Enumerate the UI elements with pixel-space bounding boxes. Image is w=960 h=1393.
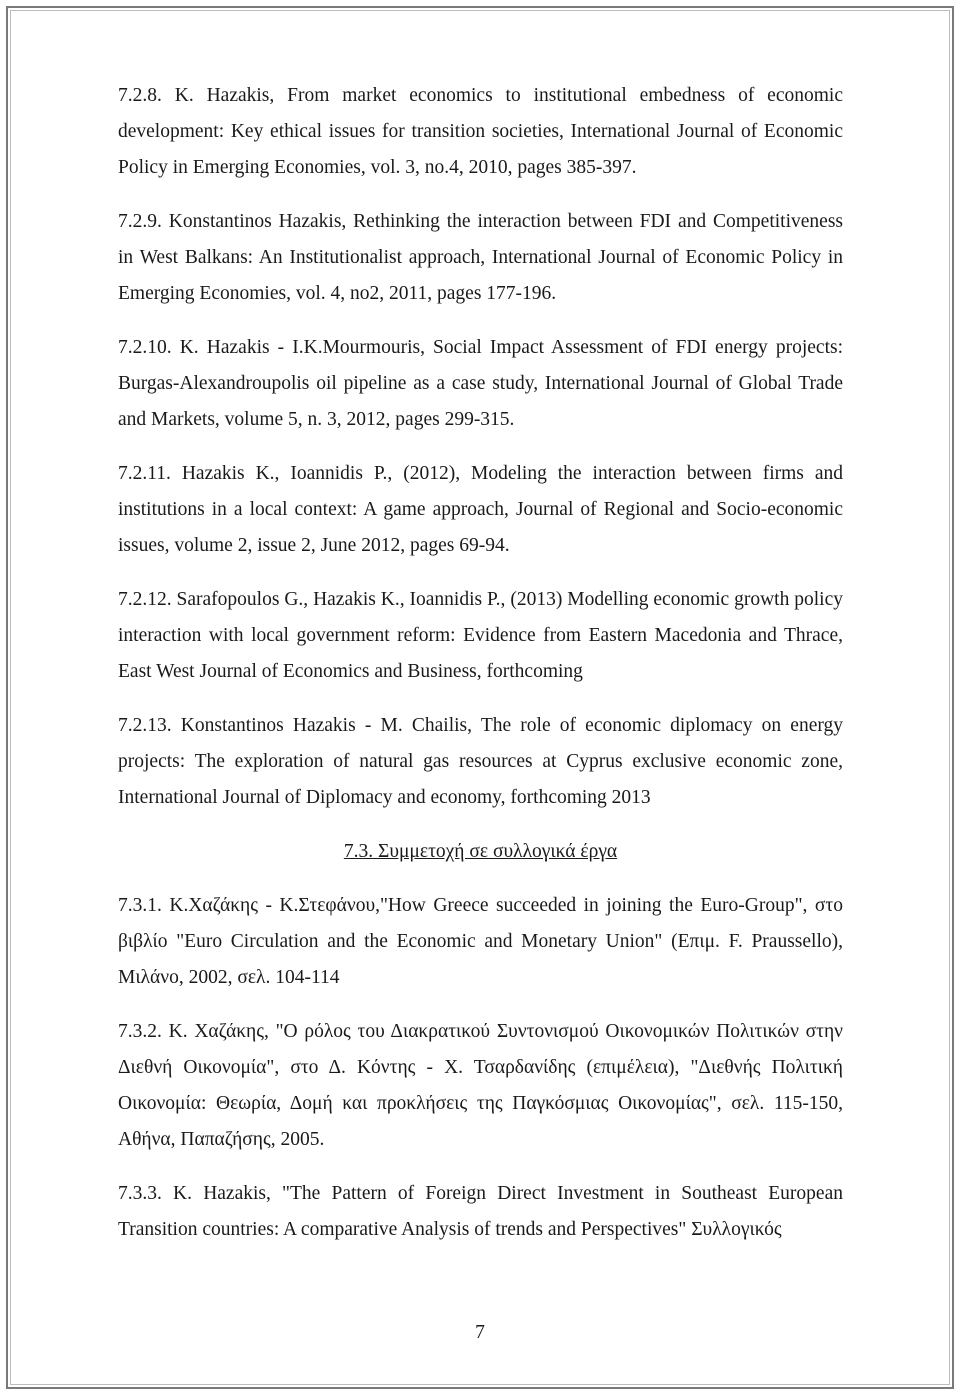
page-number: 7 (475, 1322, 485, 1343)
reference-7-2-10: 7.2.10. K. Hazakis - I.K.Mourmouris, Social Impact Assessment of FDI energy projects: Burgas-Alexandroupolis oil pipeline as a case study, International Journal of Global Trade and Markets, volume 5, n. 3, 2012, pages 299-315. (118, 337, 843, 430)
section-heading-text: 7.3. Συμμετοχή σε συλλογικά έργα (343, 841, 618, 862)
reference-7-2-8: 7.2.8. K. Hazakis, From market economics to institutional embedness of economic development: Key ethical issues for transition societies, International Journal of Economic Policy in Emerging Economies, vol. 3, no.4, 2010, pages 385-397. (118, 85, 843, 178)
reference-7-2-9: 7.2.9. Konstantinos Hazakis, Rethinking the interaction between FDI and Competitiveness in West Balkans: An Institutionalist approach, International Journal of Economic Policy in Emerging Economies, vol. 4, no2, 2011, pages 177-196. (118, 211, 843, 304)
section-heading-7-3 (118, 834, 843, 870)
reference-7-3-2: 7.3.2. Κ. Χαζάκης, "Ο ρόλος του Διακρατικού Συντονισμού Οικονομικών Πολιτικών στην Διεθνή Οικονομία", στο Δ. Κόντης - Χ. Τσαρδανίδης (επιμέλεια), "Διεθνής Πολιτική Οικονομία: Θεωρία, Δομή και προκλήσεις της Παγκόσμιας Οικονομίας", σελ. 115-150, Αθήνα, Παπαζήσης, 2005. (118, 1021, 843, 1150)
reference-7-3-1: 7.3.1. Κ.Χαζάκης - Κ.Στεφάνου,"How Greece succeeded in joining the Euro-Group", στο βιβλίο "Euro Circulation and the Economic and Monetary Union" (Επιμ. F. Praussello), Μιλάνο, 2002, σελ. 104-114 (118, 895, 843, 988)
reference-7-2-12: 7.2.12. Sarafopoulos G., Hazakis K., Ioannidis P., (2013) Modelling economic growth policy interaction with local government reform: Evidence from Eastern Macedonia and Thrace, East West Journal of Economics and Business, forthcoming (118, 589, 843, 682)
document-body (118, 78, 843, 1266)
reference-7-2-13: 7.2.13. Konstantinos Hazakis - M. Chailis, The role of economic diplomacy on energy projects: The exploration of natural gas resources at Cyprus exclusive economic zone, International Journal of Diplomacy and economy, forthcoming 2013 (118, 715, 843, 808)
reference-7-3-3: 7.3.3. K. Hazakis, "The Pattern of Foreign Direct Investment in Southeast European Transition countries: A comparative Analysis of trends and Perspectives" Συλλογικός (118, 1183, 843, 1240)
reference-7-2-11: 7.2.11. Hazakis K., Ioannidis P., (2012), Modeling the interaction between firms and institutions in a local context: A game approach, Journal of Regional and Socio-economic issues, volume 2, issue 2, June 2012, pages 69-94. (118, 463, 843, 556)
